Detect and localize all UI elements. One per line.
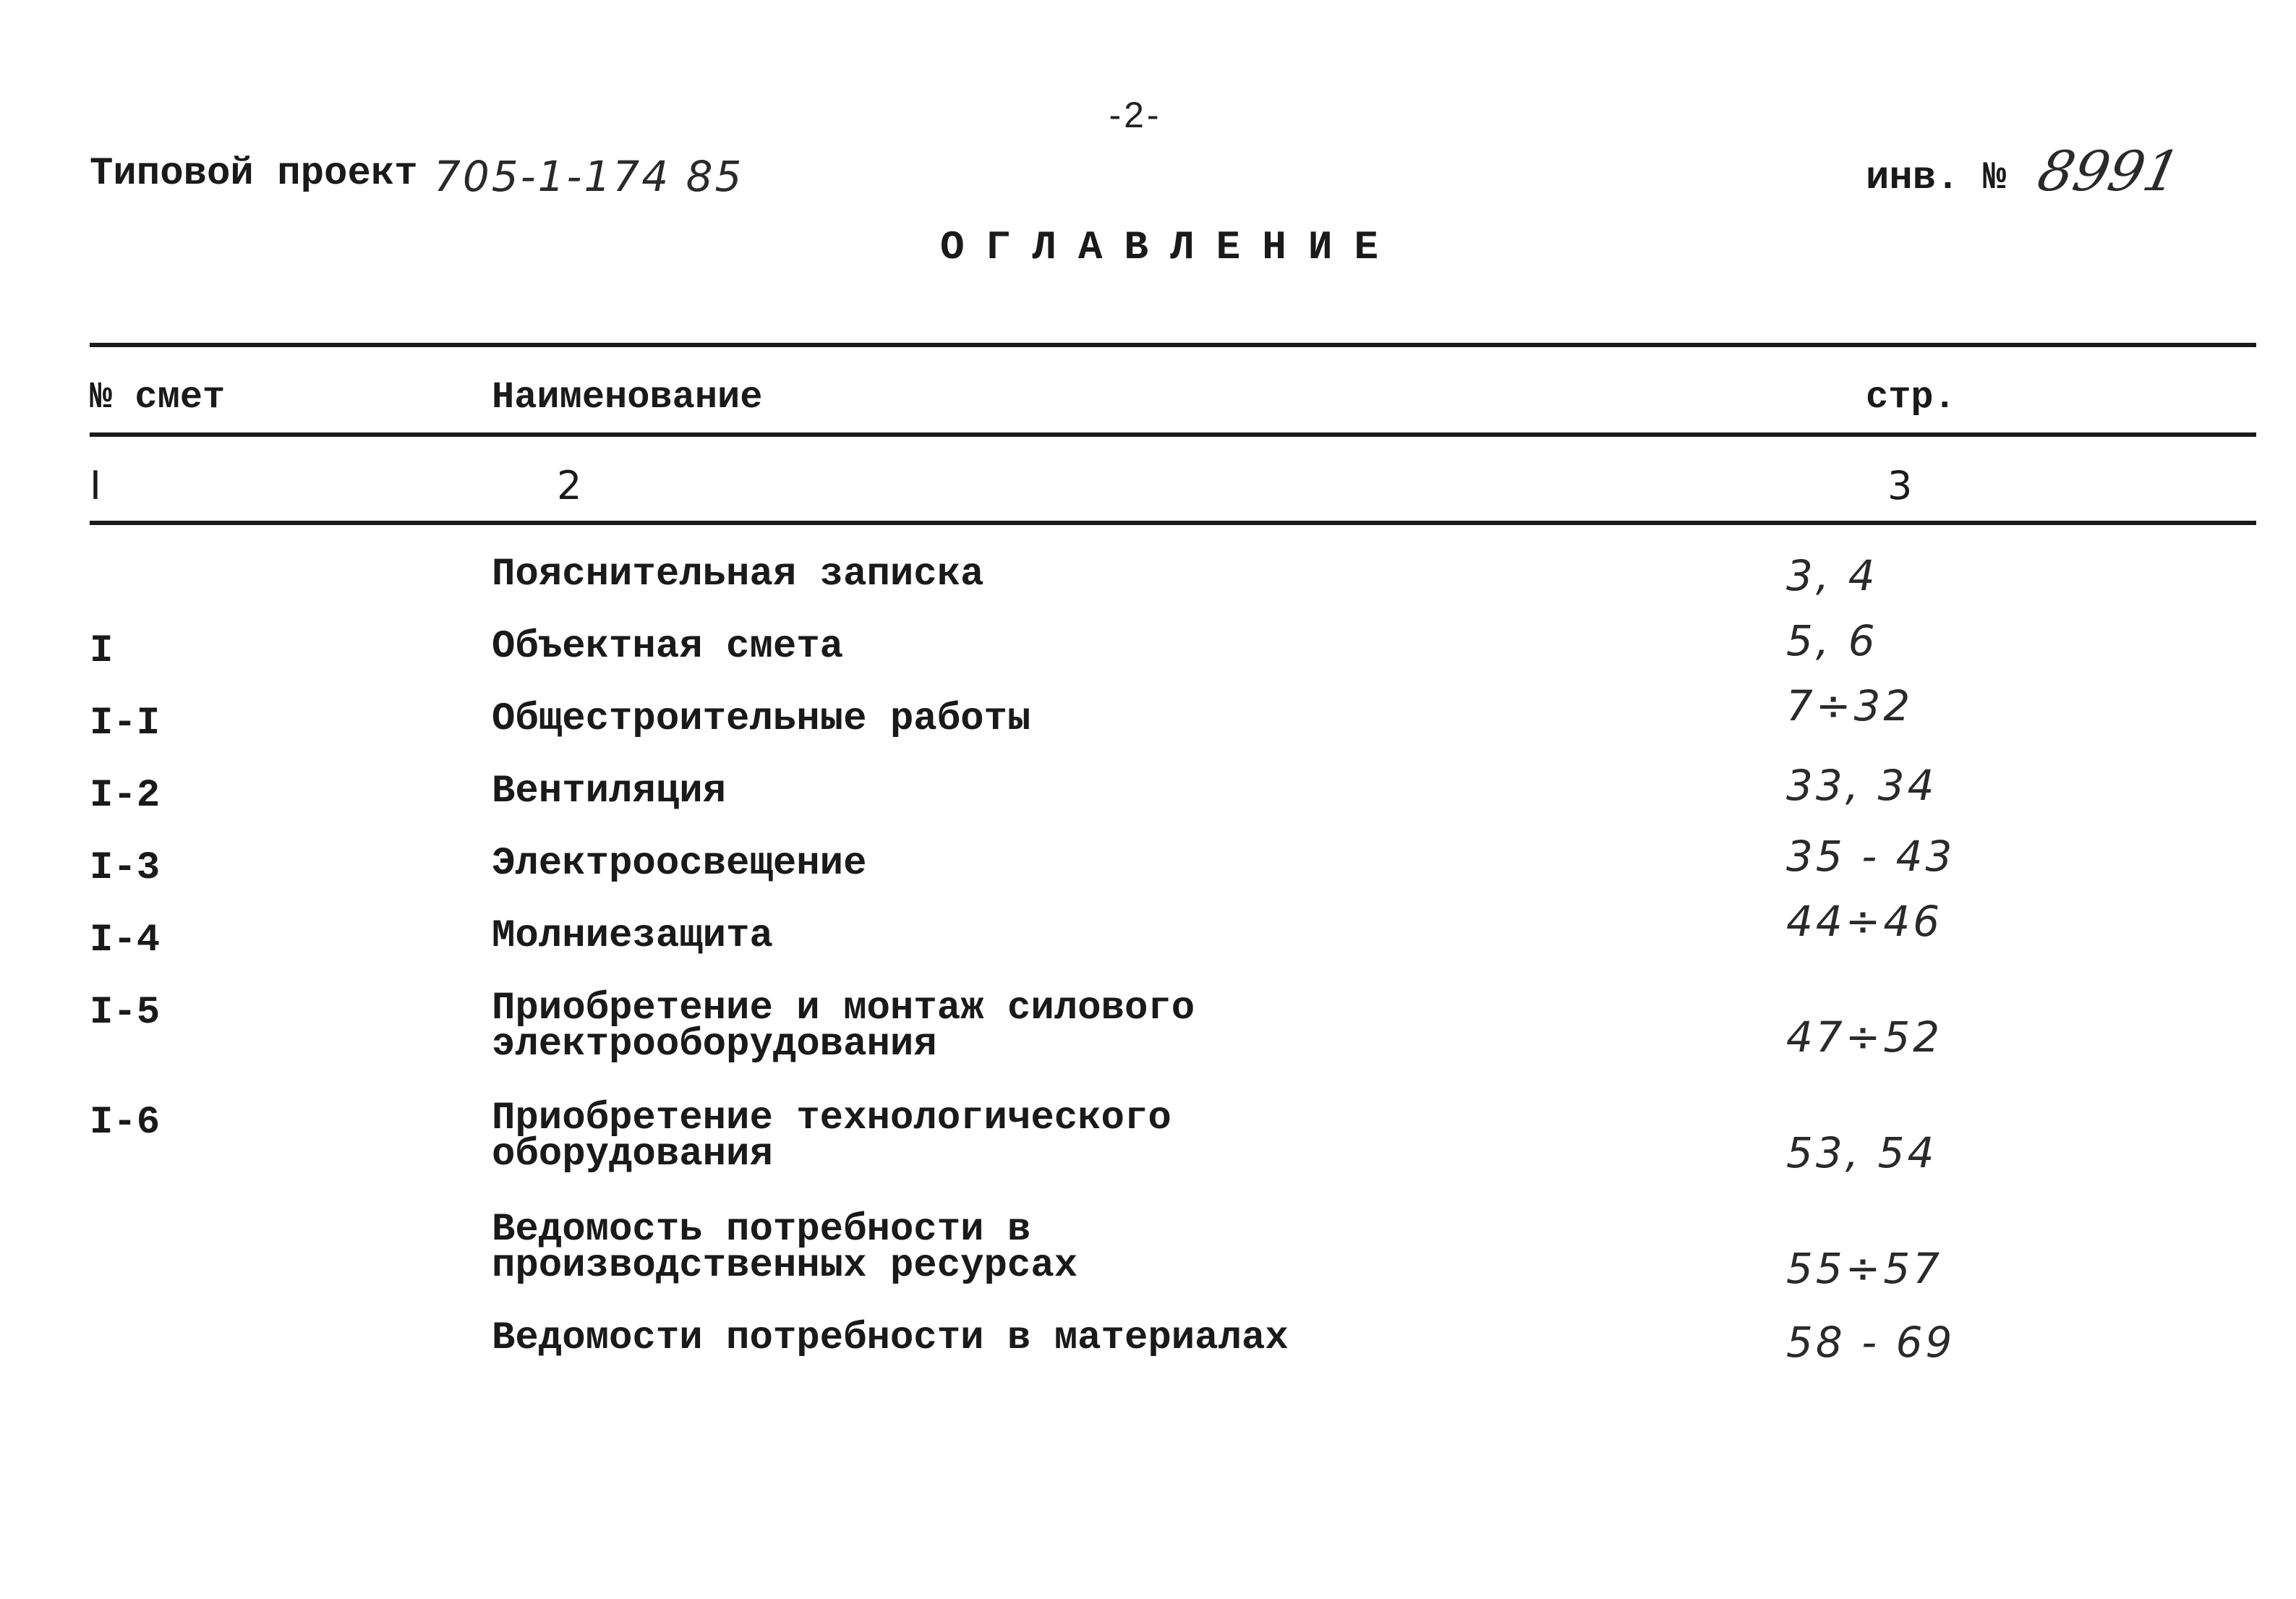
table-rule-top — [90, 343, 2256, 347]
column-header-pages: стр. — [1866, 376, 1956, 419]
row-pages: 7÷32 — [1786, 681, 1913, 730]
row-pages: 55÷57 — [1786, 1244, 1943, 1293]
row-name: Общестроительные работы — [492, 697, 1031, 741]
row-name: Электроосвещение — [492, 842, 867, 886]
row-code: I-5 — [90, 991, 161, 1035]
row-name: Вентиляция — [492, 769, 727, 814]
row-name: Ведомости потребности в материалах — [492, 1316, 1289, 1360]
column-number-3: 3 — [1887, 463, 1913, 508]
row-pages: 3, 4 — [1786, 551, 1878, 600]
row-pages: 35 - 43 — [1786, 832, 1955, 881]
row-code: I-2 — [90, 774, 161, 818]
inventory-number: 8991 — [2032, 139, 2186, 203]
row-pages: 53, 54 — [1786, 1128, 1937, 1177]
page-number: -2- — [1109, 95, 1162, 135]
row-code: I-3 — [90, 846, 161, 890]
row-name: Ведомость потребности в производственных ресурсах — [492, 1208, 1078, 1288]
row-code: I-4 — [90, 918, 161, 963]
row-name: Объектная смета — [492, 625, 844, 669]
row-name: Приобретение и монтаж силового электрооборудования — [492, 986, 1195, 1067]
row-code: I — [90, 629, 114, 673]
row-name: Молниезащита — [492, 914, 773, 958]
row-pages: 33, 34 — [1786, 761, 1937, 810]
project-number: 705-1-174 85 — [434, 152, 744, 201]
column-header-code: № смет — [90, 376, 226, 419]
row-pages: 58 - 69 — [1786, 1318, 1955, 1367]
inventory-label: инв. № — [1866, 156, 2007, 200]
row-code: I-I — [90, 702, 161, 746]
row-code: I-6 — [90, 1101, 161, 1145]
table-rule-bottom — [90, 521, 2256, 525]
row-pages: 47÷52 — [1786, 1012, 1943, 1062]
table-rule-middle — [90, 432, 2256, 437]
project-label: Типовой проект — [90, 152, 418, 196]
column-number-1: I — [90, 463, 101, 508]
row-pages: 5, 6 — [1786, 616, 1878, 665]
row-name: Приобретение технологического оборудования — [492, 1096, 1172, 1177]
column-number-2: 2 — [557, 463, 582, 508]
row-pages: 44÷46 — [1786, 897, 1943, 946]
column-header-name: Наименование — [492, 376, 763, 419]
page-title: ОГЛАВЛЕНИЕ — [940, 224, 1401, 270]
row-name: Пояснительная записка — [492, 553, 984, 597]
